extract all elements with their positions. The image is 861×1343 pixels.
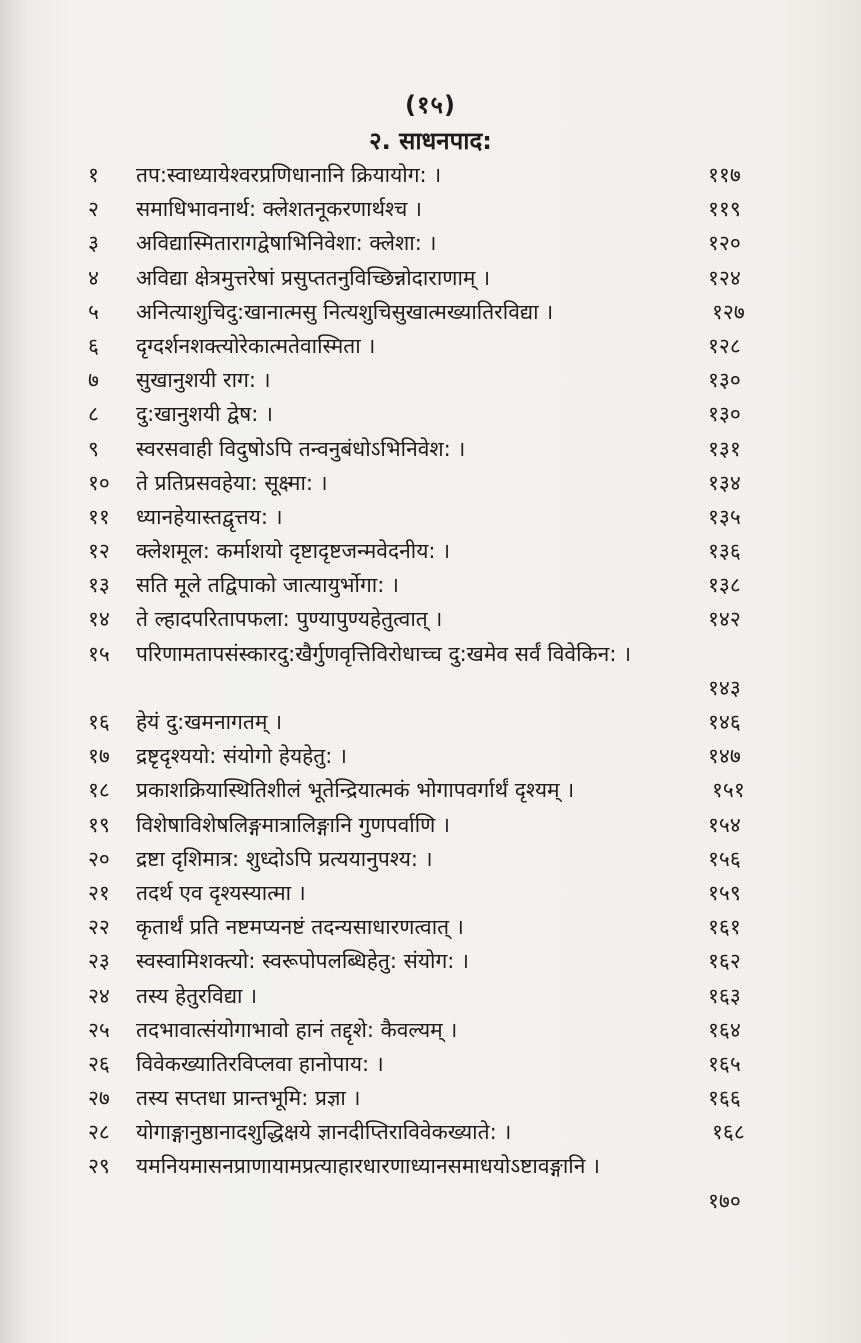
sutra-page: १६६ xyxy=(708,1086,741,1111)
sutra-row xyxy=(0,876,861,910)
sutra-page: १५४ xyxy=(708,812,741,837)
sutra-number: ४ xyxy=(88,265,99,290)
sutra-text: दु:खानुशयी द्वेष: । xyxy=(136,402,273,427)
sutra-row xyxy=(0,1081,861,1115)
sutra-page: १३४ xyxy=(708,470,741,495)
sutra-page: १३० xyxy=(708,402,741,427)
sutra-page: १४२ xyxy=(708,607,741,632)
sutra-number: ८ xyxy=(88,402,99,427)
sutra-number: १८ xyxy=(88,778,110,803)
sutra-page: १५६ xyxy=(708,846,741,871)
sutra-page: १४३ xyxy=(708,675,741,700)
sutra-number: १९ xyxy=(88,812,110,837)
sutra-page: १३१ xyxy=(708,436,741,461)
sutra-row xyxy=(0,602,861,636)
sutra-page: १३० xyxy=(708,368,741,393)
sutra-text: तस्य हेतुरविद्या । xyxy=(136,983,258,1008)
sutra-page: १६५ xyxy=(708,1051,741,1076)
sutra-row xyxy=(0,397,861,431)
sutra-row xyxy=(0,1149,861,1219)
sutra-row xyxy=(0,500,861,534)
sutra-number: २७ xyxy=(88,1086,110,1111)
sutra-number: २ xyxy=(88,197,99,222)
sutra-page: १३६ xyxy=(708,539,741,564)
sutra-row xyxy=(0,329,861,363)
sutra-row xyxy=(0,261,861,295)
sutra-page: १३५ xyxy=(708,504,741,529)
sutra-page: १४६ xyxy=(708,710,741,735)
sutra-row xyxy=(0,158,861,192)
sutra-number: ९ xyxy=(88,436,99,461)
sutra-number: ५ xyxy=(88,299,99,324)
sutra-text: विवेकख्यातिरविप्लवा हानोपाय: । xyxy=(136,1051,384,1076)
sutra-number: २३ xyxy=(88,949,110,974)
sutra-text: योगाङ्गानुष्ठानादशुद्धिक्षये ज्ञानदीप्तिराविवेकख्याते: । xyxy=(136,1120,512,1145)
sutra-text: द्रष्टा दृशिमात्र: शुध्दोऽपि प्रत्ययानुपश्य: । xyxy=(136,846,433,871)
sutra-number: २६ xyxy=(88,1051,110,1076)
sutra-page: १२८ xyxy=(708,333,741,358)
sutra-row xyxy=(0,432,861,466)
sutra-text: तदर्थ एव दृश्यस्यात्मा । xyxy=(136,880,306,905)
sutra-page: १७० xyxy=(708,1188,741,1213)
sutra-row xyxy=(0,1047,861,1081)
sutra-number: २२ xyxy=(88,915,110,940)
sutra-row xyxy=(0,466,861,500)
sutra-page: १२७ xyxy=(712,299,745,324)
sutra-number: २४ xyxy=(88,983,110,1008)
sutra-page: १५१ xyxy=(712,778,745,803)
sutra-row xyxy=(0,568,861,602)
sutra-row xyxy=(0,705,861,739)
sutra-row xyxy=(0,1115,861,1149)
section-title: २. साधनपाद: xyxy=(369,127,492,155)
sutra-text: स्वस्वामिशक्त्यो: स्वरूपोपलब्धिहेतु: संयोग: । xyxy=(136,949,469,974)
sutra-text: हेयं दु:खमनागतम् । xyxy=(136,710,283,735)
sutra-page: १६३ xyxy=(708,983,741,1008)
sutra-number: ६ xyxy=(88,333,99,358)
page-number: (१५) xyxy=(405,91,456,119)
sutra-page: १३८ xyxy=(708,573,741,598)
sutra-page: १२० xyxy=(708,231,741,256)
sutra-number: १४ xyxy=(88,607,110,632)
sutra-row xyxy=(0,295,861,329)
sutra-text: सुखानुशयी राग: । xyxy=(136,368,271,393)
sutra-page: १६२ xyxy=(708,949,741,974)
sutra-row xyxy=(0,363,861,397)
sutra-number: १० xyxy=(88,470,110,495)
sutra-row xyxy=(0,1013,861,1047)
sutra-text: परिणामतापसंस्कारदु:खैर्गुणवृत्तिविरोधाच्च दु:खमेव सर्वं विवेकिन: । xyxy=(136,641,632,666)
sutra-text: प्रकाशक्रियास्थितिशीलं भूतेन्द्रियात्मकं भोगापवर्गार्थं दृश्यम् । xyxy=(136,778,575,803)
sutra-text: कृतार्थं प्रति नष्टमप्यनष्टं तदन्यसाधारणत्वात् । xyxy=(136,915,464,940)
sutra-number: १३ xyxy=(88,573,110,598)
sutra-row xyxy=(0,910,861,944)
sutra-number: २५ xyxy=(88,1017,110,1042)
sutra-text: क्लेशमूल: कर्माशयो दृष्टादृष्टजन्मवेदनीय: । xyxy=(136,539,451,564)
sutra-row xyxy=(0,192,861,226)
sutra-page: १५९ xyxy=(708,880,741,905)
sutra-list xyxy=(0,158,861,1219)
sutra-text: स्वरसवाही विदुषोऽपि तन्वनुबंधोऽभिनिवेश: । xyxy=(136,436,466,461)
sutra-row xyxy=(0,842,861,876)
sutra-text: तस्य सप्तधा प्रान्तभूमि: प्रज्ञा । xyxy=(136,1086,361,1111)
sutra-text: ते ल्हादपरितापफला: पुण्यापुण्यहेतुत्वात् । xyxy=(136,607,443,632)
sutra-row xyxy=(0,979,861,1013)
sutra-text: तदभावात्संयोगाभावो हानं तद्दृशे: कैवल्यम् । xyxy=(136,1017,458,1042)
sutra-page: ११७ xyxy=(708,163,741,187)
sutra-text: द्रष्टृदृश्ययो: संयोगो हेयहेतु: । xyxy=(136,744,347,769)
sutra-number: २० xyxy=(88,846,110,871)
sutra-number: १६ xyxy=(88,710,110,735)
sutra-text: यमनियमासनप्राणायामप्रत्याहारधारणाध्यानसमाधयोऽष्टावङ्गानि । xyxy=(136,1154,600,1179)
sutra-page: १२४ xyxy=(708,265,741,290)
sutra-page: १६८ xyxy=(712,1120,745,1145)
sutra-text: विशेषाविशेषलिङ्गमात्रालिङ्गानि गुणपर्वाणि । xyxy=(136,812,450,837)
sutra-number: ११ xyxy=(88,504,110,529)
sutra-number: १७ xyxy=(88,744,110,769)
sutra-number: २९ xyxy=(88,1154,110,1179)
sutra-row xyxy=(0,534,861,568)
sutra-row xyxy=(0,637,861,705)
sutra-text: अविद्यास्मितारागद्वेषाभिनिवेशा: क्लेशा: । xyxy=(136,231,437,256)
sutra-row xyxy=(0,944,861,978)
sutra-number: ३ xyxy=(88,231,99,256)
sutra-number: १५ xyxy=(88,641,110,666)
sutra-page: १४७ xyxy=(708,744,741,769)
sutra-number: २८ xyxy=(88,1120,110,1145)
sutra-page: ११९ xyxy=(708,197,741,222)
sutra-row xyxy=(0,808,861,842)
sutra-number: २१ xyxy=(88,880,110,905)
sutra-page: १६१ xyxy=(708,915,741,940)
sutra-page: १६४ xyxy=(708,1017,741,1042)
sutra-text: समाधिभावनार्थ: क्लेशतनूकरणार्थश्च । xyxy=(136,197,422,222)
sutra-row xyxy=(0,773,861,807)
sutra-row xyxy=(0,226,861,260)
sutra-text: तप:स्वाध्यायेश्वरप्रणिधानानि क्रियायोग: । xyxy=(136,163,442,187)
sutra-text: अविद्या क्षेत्रमुत्तरेषां प्रसुप्ततनुविच्छिन्नोदाराणाम् । xyxy=(136,265,491,290)
sutra-number: १ xyxy=(88,163,99,187)
sutra-text: ते प्रतिप्रसवहेया: सूक्ष्मा: । xyxy=(136,470,328,495)
sutra-number: ७ xyxy=(88,368,99,393)
sutra-text: दृग्दर्शनशक्त्योरेकात्मतेवास्मिता । xyxy=(136,333,376,358)
sutra-number: १२ xyxy=(88,539,110,564)
sutra-text: ध्यानहेयास्तद्वृत्तय: । xyxy=(136,504,283,529)
sutra-text: सति मूले तद्विपाको जात्यायुर्भोगा: । xyxy=(136,573,399,598)
sutra-row xyxy=(0,739,861,773)
sutra-text: अनित्याशुचिदु:खानात्मसु नित्यशुचिसुखात्मख्यातिरविद्या । xyxy=(136,299,554,324)
